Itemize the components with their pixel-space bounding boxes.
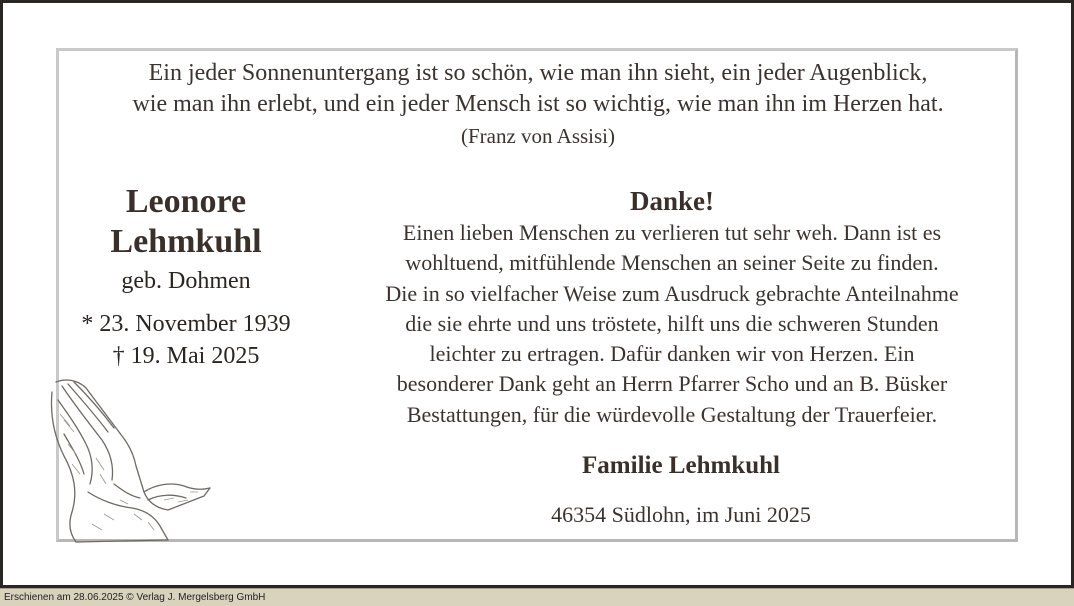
thanks-line: Bestattungen, für die würdevolle Gestaltung der Trauerfeier. — [406, 401, 938, 427]
thanks-line: Die in so vielfacher Weise zum Ausdruck gebrachte Anteilnahme — [385, 280, 959, 306]
quote — [60, 58, 1016, 120]
thanks-line: besonderer Dank geht an Herrn Pfarrer Scho und an B. Büsker — [396, 371, 948, 397]
maiden-name: geb. Dohmen — [121, 268, 251, 294]
birth-date: * 23. November 1939 — [81, 311, 291, 337]
thanks-section — [336, 184, 1008, 430]
thanks-title: Danke! — [629, 186, 714, 216]
quote-author: (Franz von Assisi) — [461, 124, 615, 148]
quote-line: Ein jeder Sonnenuntergang ist so schön, wie man ihn sieht, ein jeder Augenblick, — [148, 60, 928, 86]
deceased-info — [58, 182, 314, 372]
praying-hands-icon — [44, 374, 214, 546]
deceased-first-name: Leonore — [125, 183, 247, 220]
deceased-last-name: Lehmkuhl — [110, 223, 262, 260]
family-signature: Familie Lehmkuhl — [582, 452, 780, 479]
place-date: 46354 Südlohn, im Juni 2025 — [551, 502, 811, 527]
thanks-line: wohltuend, mitfühlende Menschen an seiner Seite zu finden. — [405, 250, 939, 276]
thanks-line: die sie ehrte und uns tröstete, hilft uns die schweren Stunden — [405, 310, 939, 336]
quote-line: wie man ihn erlebt, und ein jeder Mensch ist so wichtig, wie man ihn im Herzen hat. — [132, 91, 944, 117]
publication-footer: Erschienen am 28.06.2025 © Verlag J. Mergelsberg GmbH — [0, 588, 1074, 606]
thanks-line: leichter zu ertragen. Dafür danken wir von Herzen. Ein — [429, 341, 915, 367]
death-date: † 19. Mai 2025 — [112, 343, 260, 369]
thanks-line: Einen lieben Menschen zu verlieren tut sehr weh. Dann ist es — [402, 220, 942, 245]
